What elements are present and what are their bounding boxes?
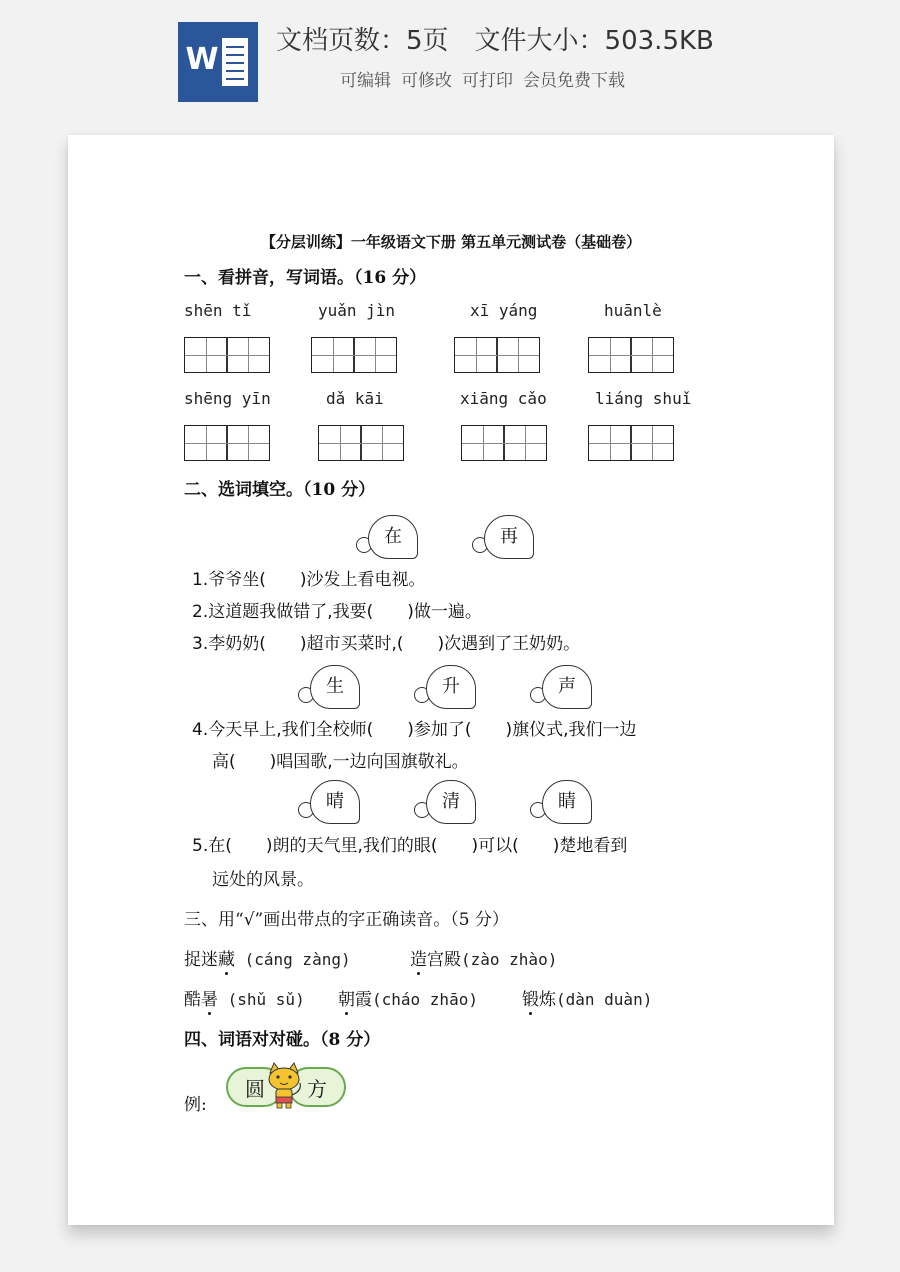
- writing-grid[interactable]: [454, 337, 540, 373]
- reading-pinyin[interactable]: (zào zhào): [461, 950, 558, 969]
- reading-text: 宫殿: [427, 950, 461, 970]
- word-pill: 方: [288, 1067, 346, 1107]
- reading-text: 捉迷: [184, 950, 218, 970]
- cartoon-cat-icon: [262, 1061, 306, 1111]
- feature-item: 可修改: [401, 71, 452, 91]
- section-2-title: 二、选词填空。（10 分）: [184, 480, 376, 500]
- pinyin-label: shēng yīn: [184, 389, 271, 408]
- word-doc-icon-letter: W: [185, 42, 219, 77]
- word-option: 升: [442, 676, 460, 697]
- reading-pinyin[interactable]: (shǔ sǔ): [218, 990, 305, 1009]
- dotted-char: 朝: [338, 990, 355, 1010]
- word-bubble: [530, 665, 592, 709]
- word-option: 声: [558, 676, 576, 697]
- word-bubble: [298, 665, 360, 709]
- reading-text: 酷: [184, 990, 201, 1010]
- feature-item: 会员免费下载: [523, 71, 625, 91]
- word-doc-icon-lines: [222, 38, 248, 86]
- dotted-char: 暑: [201, 990, 218, 1010]
- pinyin-label: yuǎn jìn: [318, 301, 396, 320]
- feature-item: 可打印: [462, 71, 513, 91]
- question-5-continued: 远处的风景。: [212, 870, 314, 890]
- file-size: 文件大小：503.5KB: [474, 26, 714, 56]
- reading-item: [338, 985, 478, 1010]
- reading-pinyin[interactable]: (cháo zhāo): [372, 990, 478, 1009]
- feature-list: [340, 66, 625, 91]
- document-page: [68, 135, 834, 1225]
- writing-grid[interactable]: [588, 337, 674, 373]
- file-stats: [276, 20, 714, 57]
- word-bubble: [414, 780, 476, 824]
- writing-grid[interactable]: [318, 425, 404, 461]
- reading-item: [410, 945, 557, 970]
- dotted-char: 造: [410, 950, 427, 970]
- question-4: 4.今天早上,我们全校师( )参加了( )旗仪式,我们一边: [192, 720, 637, 740]
- pinyin-label: liáng shuǐ: [595, 389, 692, 408]
- word-option: 在: [384, 526, 402, 547]
- reading-item: [184, 985, 305, 1010]
- word-bubble: [356, 515, 418, 559]
- word-doc-icon: [178, 22, 258, 102]
- pinyin-label: xī yáng: [470, 301, 538, 320]
- writing-grid[interactable]: [461, 425, 547, 461]
- page-count: 文档页数：5页: [276, 26, 449, 56]
- pinyin-label: xiāng cǎo: [460, 389, 547, 408]
- question-4-continued: 高( )唱国歌,一边向国旗敬礼。: [212, 752, 469, 772]
- question-1: 1.爷爷坐( )沙发上看电视。: [192, 570, 426, 590]
- word-bubble: [530, 780, 592, 824]
- example-label: 例:: [184, 1095, 207, 1115]
- section-3-title: 三、用“√”画出带点的字正确读音。（5 分）: [184, 910, 509, 930]
- word-option: 睛: [558, 791, 576, 812]
- pinyin-label: shēn tǐ: [184, 301, 252, 320]
- reading-item: [184, 945, 351, 970]
- dotted-char: 锻: [522, 990, 539, 1010]
- reading-text: 炼: [539, 990, 556, 1010]
- reading-pinyin[interactable]: (dàn duàn): [556, 990, 653, 1009]
- word-pill: 圆: [226, 1067, 284, 1107]
- feature-item: 可编辑: [340, 71, 391, 91]
- word-option: 晴: [326, 791, 344, 812]
- word-option: 清: [442, 791, 460, 812]
- writing-grid[interactable]: [184, 425, 270, 461]
- word-bubble: [472, 515, 534, 559]
- question-3: 3.李奶奶( )超市买菜时,( )次遇到了王奶奶。: [192, 634, 581, 654]
- word-bubble: [414, 665, 476, 709]
- reading-text: 霞: [355, 990, 372, 1010]
- section-4-title: 四、词语对对碰。（8 分）: [184, 1030, 381, 1050]
- word-option: 再: [500, 526, 518, 547]
- file-info-banner: [0, 0, 900, 125]
- question-5: 5.在( )朗的天气里,我们的眼( )可以( )楚地看到: [192, 836, 628, 856]
- reading-item: [522, 985, 652, 1010]
- writing-grid[interactable]: [184, 337, 270, 373]
- section-1-title: 一、看拼音，写词语。（16 分）: [184, 268, 427, 288]
- word-bubble: [298, 780, 360, 824]
- reading-pinyin[interactable]: (cáng zàng): [235, 950, 351, 969]
- writing-grid[interactable]: [311, 337, 397, 373]
- pinyin-label: dǎ kāi: [326, 389, 384, 408]
- question-2: 2.这道题我做错了,我要( )做一遍。: [192, 602, 482, 622]
- word-option: 生: [326, 676, 344, 697]
- dotted-char: 藏: [218, 950, 235, 970]
- document-title: 【分层训练】一年级语文下册 第五单元测试卷（基础卷）: [260, 233, 642, 251]
- writing-grid[interactable]: [588, 425, 674, 461]
- pinyin-label: huānlè: [604, 301, 662, 320]
